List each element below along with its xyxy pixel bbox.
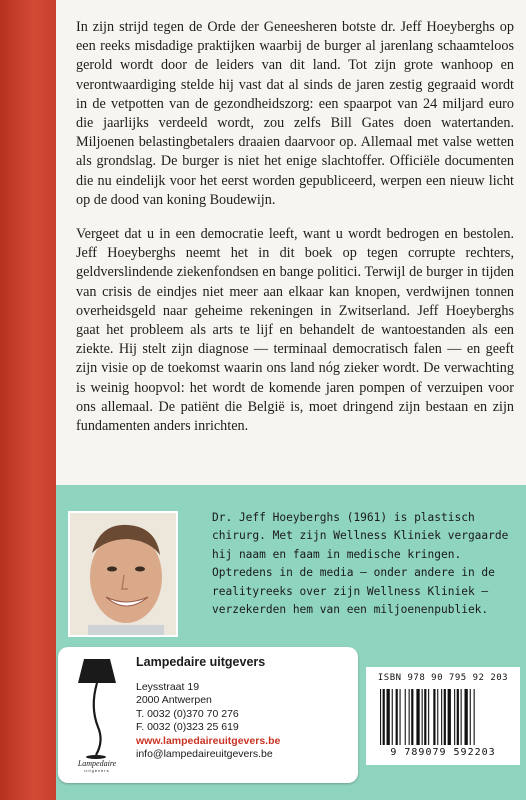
blurb-text bbox=[76, 18, 514, 451]
barcode-icon bbox=[378, 689, 508, 745]
isbn-label: ISBN 978 90 795 92 203 bbox=[377, 673, 509, 683]
author-photo bbox=[68, 511, 178, 637]
blurb-paragraph-2: Vergeet dat u in een democratie leeft, want u wordt bedrogen en bestolen. Jeff Hoeyberghs neemt het in dit boek op tegen corrupte rechters, geldverslindende ziekenfondsen en bange politici. Terwijl de burger in tijden van crisis de eindjes niet meer aan elkaar kan knopen, verdwijnen tonnen overheidsgeld naar geheime rekeningen in Zwitserland. Jeff Hoeyberghs gaat het probleem als arts te lijf en behandelt de wantoestanden als een ziekte. Hij stelt zijn diagnose — terminaal democratisch falen — en geeft zijn visie op de toekomst waarin ons land nóg zieker wordt. De verwachting is weinig hoopvol: het wordt de komende jaren pompen of verzuipen voor ons allemaal. De patiënt die België is, moet dringend zijn bestaan en zijn fundamenten anders inrichten. bbox=[76, 226, 514, 435]
book-spine-edge bbox=[0, 0, 56, 800]
blurb-paragraph-1: In zijn strijd tegen de Orde der Geneesheren botste dr. Jeff Hoeyberghs op een reeks misdadige praktijken waarbij de burger al jarenlang schaamteloos gerold wordt door de leiders van dit land. Tot zijn grote wanhoop en verontwaardiging stelde hij vast dat al sinds de jaren zestig gegraaid wordt in de vetpotten van de gezondheidszorg: een spaarpot van 24 miljard euro die jaarlijks verdeeld wordt, zou zelfs Bill Gates doen watertanden. Miljoenen belastingbetalers draaien daarvoor op. Allemaal met valse wetten als grondslag. De burger is niet het enige slachtoffer. Officiële documenten die nu eindelijk voor het eerst worden gepubliceerd, werpen een nieuw licht op de dood van koning Boudewijn. bbox=[76, 19, 514, 208]
barcode-area bbox=[366, 667, 520, 765]
back-cover bbox=[56, 0, 526, 800]
publisher-fax: F. 0032 (0)323 25 619 bbox=[136, 721, 239, 734]
logo-wordmark: Lampedaire bbox=[77, 759, 117, 768]
publisher-address bbox=[136, 681, 280, 761]
lamp-logo-icon bbox=[68, 655, 126, 773]
address-street: Leysstraat 19 bbox=[136, 681, 200, 693]
blurb-panel bbox=[56, 0, 526, 485]
publisher-email-link[interactable]: info@lampedaireuitgevers.be bbox=[136, 748, 273, 761]
address-city: 2000 Antwerpen bbox=[136, 694, 212, 707]
author-panel bbox=[56, 485, 526, 800]
publisher-phone: T. 0032 (0)370 70 276 bbox=[136, 707, 239, 720]
author-portrait-icon bbox=[70, 513, 176, 635]
ean-number: 9 789079 592203 bbox=[390, 747, 496, 758]
publisher-sticker bbox=[58, 647, 358, 783]
logo-subtext: uitgevers bbox=[84, 768, 110, 773]
author-bio: Dr. Jeff Hoeyberghs (1961) is plastisch chirurg. Met zijn Wellness Kliniek vergaarde hij naam en faam in medische kringen. Optredens in de media — onder andere in de realityreeks over zijn Wellness Kliniek — verzekerden hem van een miljoenenpubliek. bbox=[212, 511, 509, 617]
publisher-name: Lampedaire uitgevers bbox=[136, 655, 266, 669]
publisher-website-link[interactable]: www.lampedaireuitgevers.be bbox=[136, 734, 281, 747]
